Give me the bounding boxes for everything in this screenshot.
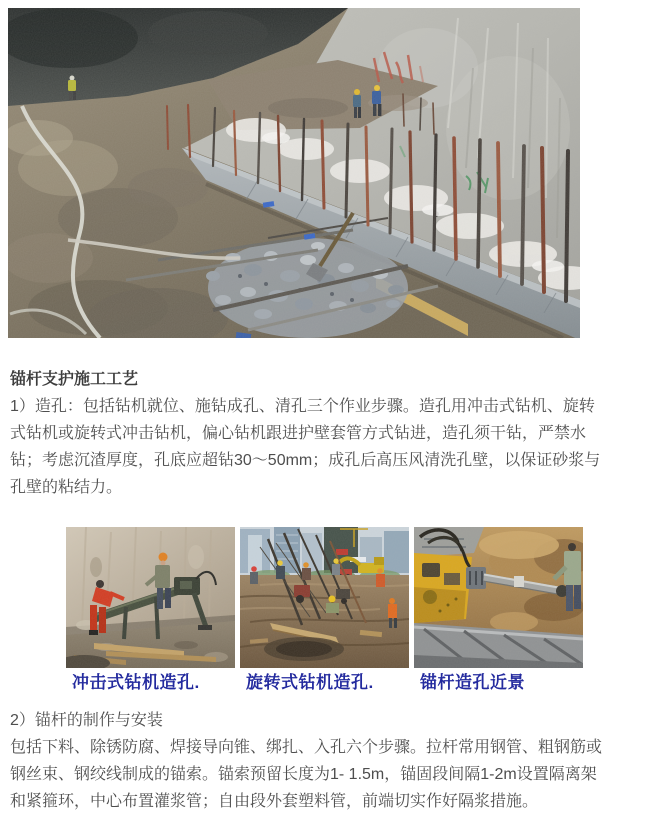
- section-heading: 锚杆支护施工工艺: [10, 371, 139, 388]
- subheading-anchor-fabrication: 2）锚杆的制作与安装: [10, 712, 163, 729]
- photo-strip: [66, 527, 583, 697]
- article-body: [10, 366, 610, 501]
- photo-impact-drill[interactable]: [66, 527, 235, 697]
- photo-caption-anchor-closeup: 锚杆造孔近景: [414, 668, 583, 697]
- article-body-2: [10, 707, 610, 815]
- paragraph-drilling: 1）造孔：包括钻机就位、施钻成孔、清孔三个作业步骤。造孔用冲击式钻机、旋转式钻机或旋转式冲击钻机，偏心钻机跟进护壁套管方式钻进，造孔须干钻，严禁水钻；考虑沉渣厚度，孔底应超钻30～50mm；成孔后高压风清洗孔壁，以保证砂浆与孔壁的粘结力。: [10, 398, 601, 496]
- photo-impact-drill-image[interactable]: [66, 527, 235, 668]
- hero-photo-excavation-wall[interactable]: [8, 8, 580, 338]
- photo-anchor-closeup[interactable]: [414, 527, 583, 697]
- photo-caption-rotary-drill: 旋转式钻机造孔.: [240, 668, 409, 697]
- photo-rotary-drill-image[interactable]: [240, 527, 409, 668]
- photo-rotary-drill[interactable]: [240, 527, 409, 697]
- photo-anchor-closeup-image[interactable]: [414, 527, 583, 668]
- photo-caption-impact-drill: 冲击式钻机造孔.: [66, 668, 235, 697]
- article-page: [0, 8, 658, 817]
- paragraph-anchor-fabrication: 包括下料、除锈防腐、焊接导向锥、绑扎、入孔六个步骤。拉杆常用钢管、粗钢筋或钢丝束、钢绞线制成的锚索。锚索预留长度为1- 1.5m，锚固段间隔1-2m设置隔离架和紧箍环，中心布置灌浆管；自由段外套塑料管，前端切实作好隔浆措施。: [10, 739, 603, 810]
